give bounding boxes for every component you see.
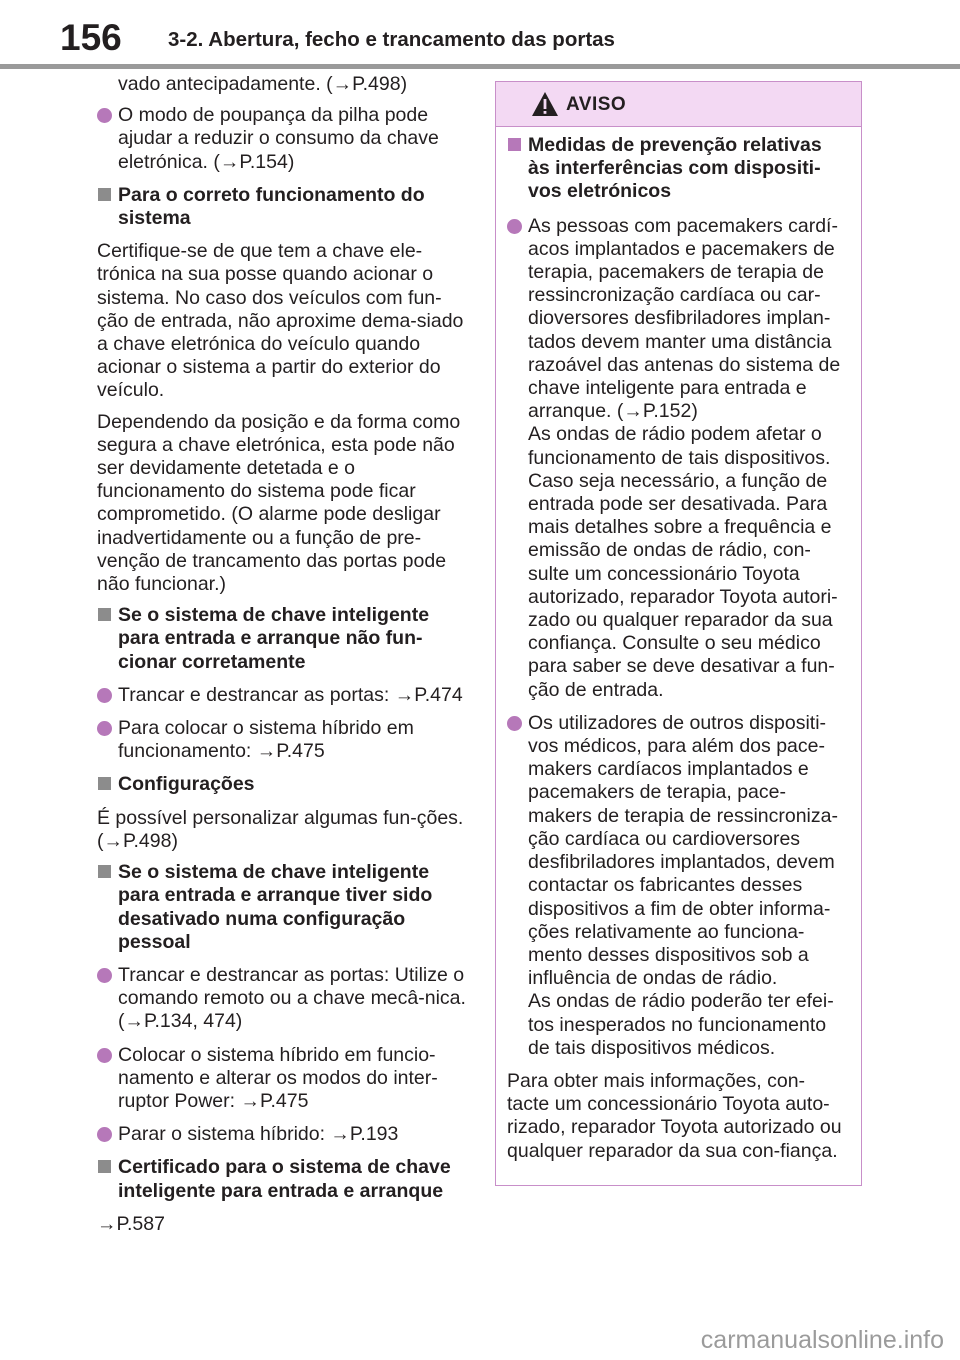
square-bullet-icon — [98, 1160, 111, 1173]
warning-title: AVISO — [566, 94, 627, 115]
warning-triangle-icon — [531, 91, 559, 117]
square-bullet-icon — [98, 777, 111, 790]
square-bullet-icon — [98, 608, 111, 621]
list-item — [507, 215, 847, 702]
subheading-text: Configurações — [118, 773, 255, 796]
square-bullet-icon — [508, 138, 521, 151]
list-item — [97, 104, 467, 174]
page-header — [0, 0, 960, 72]
subheading-text: Certificado para o sistema de chave inteligente para entrada e arranque — [118, 1156, 451, 1202]
list-item-text: As ondas de rádio poderão ter efei-tos inesperados no funcionamento de tais dispositivos médicos. — [528, 990, 834, 1059]
subheading — [97, 184, 467, 230]
subheading-text: Para o correto funcionamento do sistema — [118, 183, 425, 230]
warning-box — [495, 81, 862, 1186]
list-item-text: As pessoas com pacemakers cardí-acos implantados e pacemakers de terapia, pacemakers de terapia de ressincronização cardíaca ou car-dioversores desfibriladores implan-tados devem manter uma distância razoável das antenas do sistema de chave inteligente para entrada e arranque. (→P.152) — [528, 214, 841, 423]
square-bullet-icon — [98, 865, 111, 878]
watermark: carmanualsonline.info — [700, 1326, 944, 1354]
closing-paragraph: Para obter mais informações, con-tacte um concessionário Toyota auto-rizado, reparador Toyota autorizado ou qualquer reparador da sua con-fiança. — [507, 1069, 842, 1162]
bullet-icon — [507, 219, 522, 234]
subheading — [97, 1156, 467, 1202]
header-rule — [0, 64, 960, 69]
list-item-text: Parar o sistema híbrido: →P.193 — [118, 1123, 399, 1146]
page-number: 156 — [60, 17, 122, 58]
warning-body — [496, 127, 861, 1163]
bullet-icon — [97, 1048, 112, 1063]
bullet-icon — [97, 968, 112, 983]
bullet-icon — [97, 721, 112, 736]
bullet-icon — [97, 108, 112, 123]
warning-header — [496, 82, 861, 127]
list-item-text: Trancar e destrancar as portas: →P.474 — [118, 683, 463, 706]
subheading-text: Medidas de prevenção relativas às interferências com dispositi-vos eletrónicos — [528, 134, 822, 203]
list-item-text: O modo de poupança da pilha pode ajudar a reduzir o consumo da chave eletrónica. (→P.154) — [118, 104, 439, 173]
bullet-icon — [97, 688, 112, 703]
list-item — [97, 717, 467, 763]
paragraph: Dependendo da posição e da forma como segura a chave eletrónica, esta pode não ser devidamente detetada e o funcionamento do sistema pode ficar comprometido. (O alarme pode desligar inadvertidamente ou a função de pre-venção de trancamento das portas pode não funcionar.) — [97, 410, 461, 596]
list-item-text: As ondas de rádio podem afetar o funcionamento de tais dispositivos. Caso seja necessário, a função de entrada pode ser desativada. Para mais detalhes sobre a frequência e emissão de ondas de rádio, con-sulte um concessionário Toyota autorizado, reparador Toyota autori-zado ou qualquer reparador da sua confiança. Consulte o seu médico para saber se deve desativar a fun-ção de entrada. — [528, 423, 838, 701]
subheading-text: Se o sistema de chave inteligente para entrada e arranque tiver sido desativado numa configuração pessoal — [118, 861, 433, 953]
list-item — [97, 1044, 467, 1114]
list-item — [97, 684, 467, 707]
left-column — [97, 73, 467, 1244]
paragraph: É possível personalizar algumas fun-ções. (→P.498) — [97, 806, 464, 852]
list-item-text: Os utilizadores de outros dispositi-vos médicos, para além dos pace-makers cardíacos implantados e pacemakers de terapia, pace-makers de terapia de ressincroniza-ção cardíaca ou cardioversores desfibriladores implantados, devem contactar os fabricantes desses dispositivos a fim de obter informa-ções relativamente ao funciona-mento desses dispositivos sob a influência de ondas de rádio. — [528, 711, 838, 990]
section-title: 3-2. Abertura, fecho e trancamento das portas — [168, 28, 615, 51]
bullet-icon — [507, 716, 522, 731]
bullet-icon — [97, 1127, 112, 1142]
subheading-text: Se o sistema de chave inteligente para entrada e arranque não fun-cionar corretamente — [118, 604, 430, 673]
square-bullet-icon — [98, 188, 111, 201]
list-item — [507, 712, 847, 1060]
subheading — [97, 604, 467, 674]
list-item-text: Colocar o sistema híbrido em funcio-namento e alterar os modos do inter-ruptor Power: →P.475 — [118, 1043, 438, 1112]
subheading — [97, 861, 467, 954]
list-item — [97, 1123, 467, 1146]
list-item-text: Trancar e destrancar as portas: Utilize o comando remoto ou a chave mecâ-nica. (→P.134, 474) — [118, 963, 466, 1033]
subheading — [507, 134, 847, 204]
subheading — [97, 773, 467, 796]
list-item — [97, 964, 467, 1034]
page-reference: →P.587 — [97, 1212, 165, 1235]
paragraph: Certifique-se de que tem a chave ele-trónica na sua posse quando acionar o sistema. No caso dos veículos com fun-ção de entrada, não aproxime dema-siado a chave eletrónica do veículo quando acionar o sistema a partir do exterior do veículo. — [97, 240, 464, 402]
list-item-text: Para colocar o sistema híbrido em funcionamento: →P.475 — [118, 717, 414, 763]
intro-text: vado antecipadamente. (→P.498) — [118, 73, 408, 95]
